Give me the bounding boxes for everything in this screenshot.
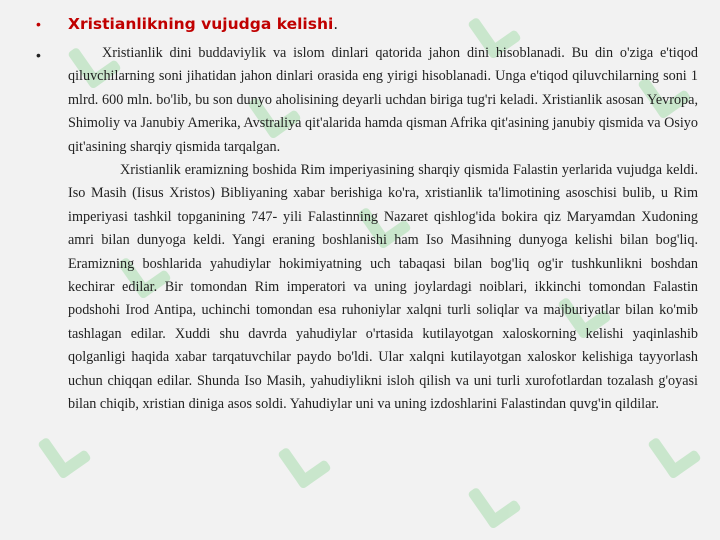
watermark-logo	[641, 421, 708, 488]
body-row	[36, 42, 698, 417]
bullet-icon: •	[36, 47, 41, 63]
watermark-logo	[31, 421, 98, 488]
heading-period: .	[333, 15, 339, 33]
heading-row	[36, 10, 698, 42]
paragraph-intro: Xristianlik dini buddaviylik va islom dinlari qatorida jahon dini hisoblanadi. Bu din o'ziga e'tiqod qiluvchilarning soni jihatidan jahon dinlari orasida eng yirigi hisoblanadi. Unga e'tiqod qiluvchilarning soni 1 mlrd. 600 mln. bo'lib, bu son dunyo aholisining deyarli uchdan biriga tug'ri keladi. Xristianlik asosan Yevropa, Shimoliy va Janubiy Amerika, Avstraliya qit'alarida hamda qisman Afrika qit'asining janubiy qismida va Osiyo qit'asining sharqiy qismida tarqalgan.	[68, 45, 698, 155]
watermark-logo	[461, 471, 528, 538]
section-heading: Xristianlikning vujudga kelishi	[68, 15, 334, 33]
paragraph-origin: Xristianlik eramizning boshida Rim imperiyasining sharqiy qismida Falastin yerlarida vujudga keldi. Iso Masih (Iisus Xristos) Bibliyaning xabar berishiga ko'ra, xristianlik ta'limotining asoschisi bulib, u Rim imperiyasi tashkil topganining 747- yili Falastinning Nazaret qishlog'ida bokira qiz Maryamdan Xudoning amri bilan dunyoga keldi. Yangi eraning boshlanishi ham Iso Masihning dunyoga kelishi bilan bog'liq. Eramizning boshlarida yahudiylar hokimiyatning uch tabaqasi bilan bog'liq og'ir tushkunlikni boshdan kechirar edilar. Bir tomondan Rim imperatori va uning joylardagi noiblari, ikkinchi tomondan Falastin podshohi Irod Antipa, uchinchi tomondan esa ruhoniylar xalqni turli soliqlar va majburiyatlar bilan ko'mib tashlagan edilar. Xuddi shu davrda yahudiylar o'rtasida kutilayotgan xaloskorning kelishi yaqinlashib qolganligi haqida xabar tarqatuvchilar paydo bo'ldi. Ular xalqni kutilayotgan xaloskor kelishiga tayyorlash uchun chiqqan edilar. Shunda Iso Masih, yahudiylikni isloh qilish va uni turli xurofotlardan tozalash g'oyasi bilan chiqib, xristian diniga asos soldi. Yahudiylar uni va uning izdoshlarini Falastindan quvg'in qildilar.	[68, 162, 698, 413]
slide-content	[36, 10, 698, 417]
bullet-icon: •	[36, 16, 41, 32]
watermark-logo	[271, 431, 338, 498]
